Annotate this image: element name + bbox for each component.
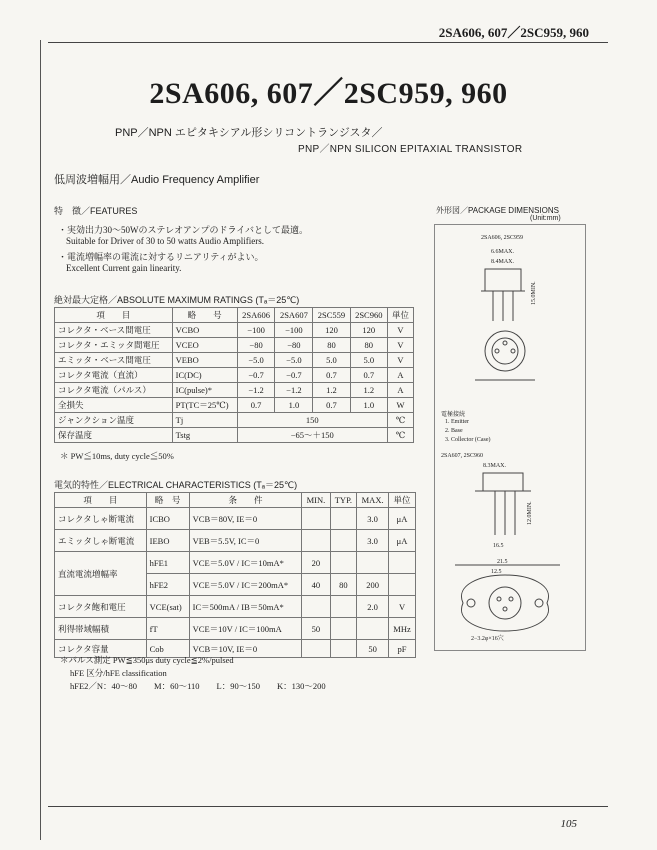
footer-rule [48, 806, 608, 807]
cell: 50 [357, 640, 389, 658]
table-header-row [55, 493, 416, 508]
feature-line-2: Suitable for Driver of 30 to 50 watts Audio Amplifiers. [66, 236, 264, 246]
table-row [55, 508, 416, 530]
cell [302, 596, 330, 618]
cell [302, 530, 330, 552]
table-row [55, 618, 416, 640]
cell: 0.7 [313, 398, 350, 413]
dim-label: 12.5 [491, 569, 502, 575]
package-label-2: 2SA607, 2SC960 [441, 453, 484, 459]
table-row [55, 353, 414, 368]
cell: −5.0 [237, 353, 275, 368]
cell: W [387, 398, 413, 413]
left-border [40, 40, 41, 840]
cell: −65～＋150 [237, 428, 387, 443]
cell: V [387, 323, 413, 338]
cell: MHz [389, 618, 416, 640]
cell: 3.0 [357, 530, 389, 552]
abs-max-heading: 絶対最大定格／ABSOLUTE MAXIMUM RATINGS (Tₐ＝25℃) [54, 295, 300, 305]
cell: μA [389, 508, 416, 530]
legend-title: 電極接続 [441, 412, 466, 418]
cell: 2.0 [357, 596, 389, 618]
cell [357, 618, 389, 640]
cell: hFE2 [146, 574, 189, 596]
cell: 120 [313, 323, 350, 338]
cell [357, 552, 389, 574]
abs-max-footnote: ＊ PW≦10ms, duty cycle≦50% [60, 451, 174, 461]
dim-label: 2−3.2φ×16穴 [471, 636, 504, 642]
header-cell: 項 目 [55, 493, 147, 508]
subtitle-japanese: PNP／NPN エピタキシアル形シリコントランジスタ／ [115, 127, 383, 139]
package-unit: (Unit:mm) [530, 215, 561, 222]
cell [330, 618, 357, 640]
dim-label: 16.5 [493, 543, 504, 549]
cell: コレクタ・ベース間電圧 [55, 323, 173, 338]
cell: VCB＝10V, IE＝0 [189, 640, 302, 658]
feature-line-4: Excellent Current gain linearity. [66, 263, 182, 273]
cell: hFE1 [146, 552, 189, 574]
cell: VCEO [172, 338, 237, 353]
table-row [55, 323, 414, 338]
cell: −100 [237, 323, 275, 338]
cell: VCB＝80V, IE＝0 [189, 508, 302, 530]
cell: 利得帯域幅積 [55, 618, 147, 640]
cell: 5.0 [313, 353, 350, 368]
cell: 120 [350, 323, 387, 338]
cell: IC(pulse)* [172, 383, 237, 398]
header-rule [48, 42, 608, 43]
cell: 5.0 [350, 353, 387, 368]
feature-line-1: ・実効出力30～50Wのステレオアンプのドライバとして最適。 [58, 225, 309, 235]
page-number: 105 [560, 818, 577, 830]
cell: 3.0 [357, 508, 389, 530]
cell: VEBO [172, 353, 237, 368]
cell: V [387, 338, 413, 353]
cell: 200 [357, 574, 389, 596]
cell: −100 [275, 323, 313, 338]
cell: −0.7 [237, 368, 275, 383]
cell: μA [389, 530, 416, 552]
cell: エミッタしゃ断電流 [55, 530, 147, 552]
cell: 全損失 [55, 398, 173, 413]
cell: 直流電流増幅率 [55, 552, 147, 596]
dim-label: 15.0MIN. [531, 281, 537, 305]
electrical-table [54, 492, 416, 658]
cell: 1.0 [350, 398, 387, 413]
package-label-1: 2SA606, 2SC959 [481, 235, 524, 241]
application-line: 低周波増幅用／Audio Frequency Amplifier [54, 174, 260, 186]
dim-label: 8.3MAX. [483, 463, 507, 469]
cell: ジャンクション温度 [55, 413, 173, 428]
table-row [55, 383, 414, 398]
cell: 0.7 [313, 368, 350, 383]
header-cell: 項 目 [55, 308, 173, 323]
table-row [55, 413, 414, 428]
cell [330, 596, 357, 618]
cell: −80 [275, 338, 313, 353]
cell: A [387, 368, 413, 383]
cell: 80 [330, 574, 357, 596]
header-cell: 条 件 [189, 493, 302, 508]
abs-max-table [54, 307, 414, 443]
cell: エミッタ・ベース間電圧 [55, 353, 173, 368]
cell: 0.7 [237, 398, 275, 413]
cell: −0.7 [275, 368, 313, 383]
header-cell: MIN. [302, 493, 330, 508]
cell: コレクタ電流（直流） [55, 368, 173, 383]
cell [330, 640, 357, 658]
electrical-note-1: ＊パルス測定 PW≦350μs duty cycle≦2%/pulsed [60, 655, 234, 665]
cell: VCE＝5.0V / IC＝10mA* [189, 552, 302, 574]
header-cell: 略 号 [172, 308, 237, 323]
header-cell: 略 号 [146, 493, 189, 508]
cell: VCBO [172, 323, 237, 338]
header-cell: 単位 [387, 308, 413, 323]
cell: −1.2 [237, 383, 275, 398]
subtitle-english: PNP／NPN SILICON EPITAXIAL TRANSISTOR [298, 144, 523, 155]
cell: 保存温度 [55, 428, 173, 443]
cell: V [389, 596, 416, 618]
cell: 1.2 [313, 383, 350, 398]
cell: 40 [302, 574, 330, 596]
cell: −1.2 [275, 383, 313, 398]
table-row [55, 552, 416, 574]
cell: IEBO [146, 530, 189, 552]
header-cell: 2SC960 [350, 308, 387, 323]
cell: fT [146, 618, 189, 640]
cell [302, 508, 330, 530]
cell [389, 574, 416, 596]
cell: 150 [237, 413, 387, 428]
cell [330, 508, 357, 530]
cell: VCE＝5.0V / IC＝200mA* [189, 574, 302, 596]
cell: コレクタ容量 [55, 640, 147, 658]
table-row [55, 428, 414, 443]
cell: コレクタしゃ断電流 [55, 508, 147, 530]
legend-item: 3. Collector (Case) [445, 437, 491, 443]
cell: コレクタ・エミッタ間電圧 [55, 338, 173, 353]
feature-line-3: ・電流増幅率の電流に対するリニアリティがよい。 [58, 252, 264, 262]
features-heading: 特 徴／FEATURES [54, 206, 138, 216]
cell: コレクタ電流（パルス） [55, 383, 173, 398]
cell: −80 [237, 338, 275, 353]
table-row [55, 338, 414, 353]
header-cell: 2SA607 [275, 308, 313, 323]
table-header-row [55, 308, 414, 323]
cell: PT(TC＝25℃) [172, 398, 237, 413]
header-cell: MAX. [357, 493, 389, 508]
cell: 20 [302, 552, 330, 574]
cell [330, 530, 357, 552]
cell [302, 640, 330, 658]
cell: Tstg [172, 428, 237, 443]
cell: 80 [313, 338, 350, 353]
dim-label: 12.0MIN. [527, 501, 533, 525]
cell: VEB＝5.5V, IC＝0 [189, 530, 302, 552]
cell: 1.2 [350, 383, 387, 398]
cell: コレクタ飽和電圧 [55, 596, 147, 618]
dim-label: 6.6MAX. [491, 249, 515, 255]
table-row [55, 368, 414, 383]
cell: pF [389, 640, 416, 658]
cell: −5.0 [275, 353, 313, 368]
legend-item: 2. Base [445, 428, 463, 434]
cell: ICBO [146, 508, 189, 530]
electrical-note-3: hFE2／N：40～80 M：60～110 L：90～150 K：130～200 [70, 681, 326, 691]
cell: 1.0 [275, 398, 313, 413]
cell: VCE＝10V / IC＝100mA [189, 618, 302, 640]
cell: Tj [172, 413, 237, 428]
cell: VCE(sat) [146, 596, 189, 618]
cell: 0.7 [350, 368, 387, 383]
table-row [55, 596, 416, 618]
cell [330, 552, 357, 574]
cell: ℃ [387, 413, 413, 428]
page-title: 2SA606, 607／2SC959, 960 [149, 77, 508, 110]
dim-label: 21.5 [497, 559, 508, 565]
electrical-note-2: hFE 区分/hFE classification [70, 668, 167, 678]
cell: V [387, 353, 413, 368]
header-cell: 単位 [389, 493, 416, 508]
cell: ℃ [387, 428, 413, 443]
legend-item: 1. Emitter [445, 419, 469, 425]
cell: IC(DC) [172, 368, 237, 383]
cell [389, 552, 416, 574]
package-heading: 外形図／PACKAGE DIMENSIONS [436, 206, 559, 215]
cell: A [387, 383, 413, 398]
header-cell: TYP. [330, 493, 357, 508]
electrical-heading: 電気的特性／ELECTRICAL CHARACTERISTICS (Tₐ＝25℃) [54, 480, 298, 490]
cell: 50 [302, 618, 330, 640]
header-cell: 2SC559 [313, 308, 350, 323]
cell: IC＝500mA / IB＝50mA* [189, 596, 302, 618]
header-cell: 2SA606 [237, 308, 275, 323]
package-drawing-box [434, 224, 586, 651]
table-row [55, 398, 414, 413]
cell: 80 [350, 338, 387, 353]
cell: Cob [146, 640, 189, 658]
table-row [55, 530, 416, 552]
running-header: 2SA606, 607／2SC959, 960 [438, 25, 589, 40]
dim-label: 8.4MAX. [491, 259, 515, 265]
